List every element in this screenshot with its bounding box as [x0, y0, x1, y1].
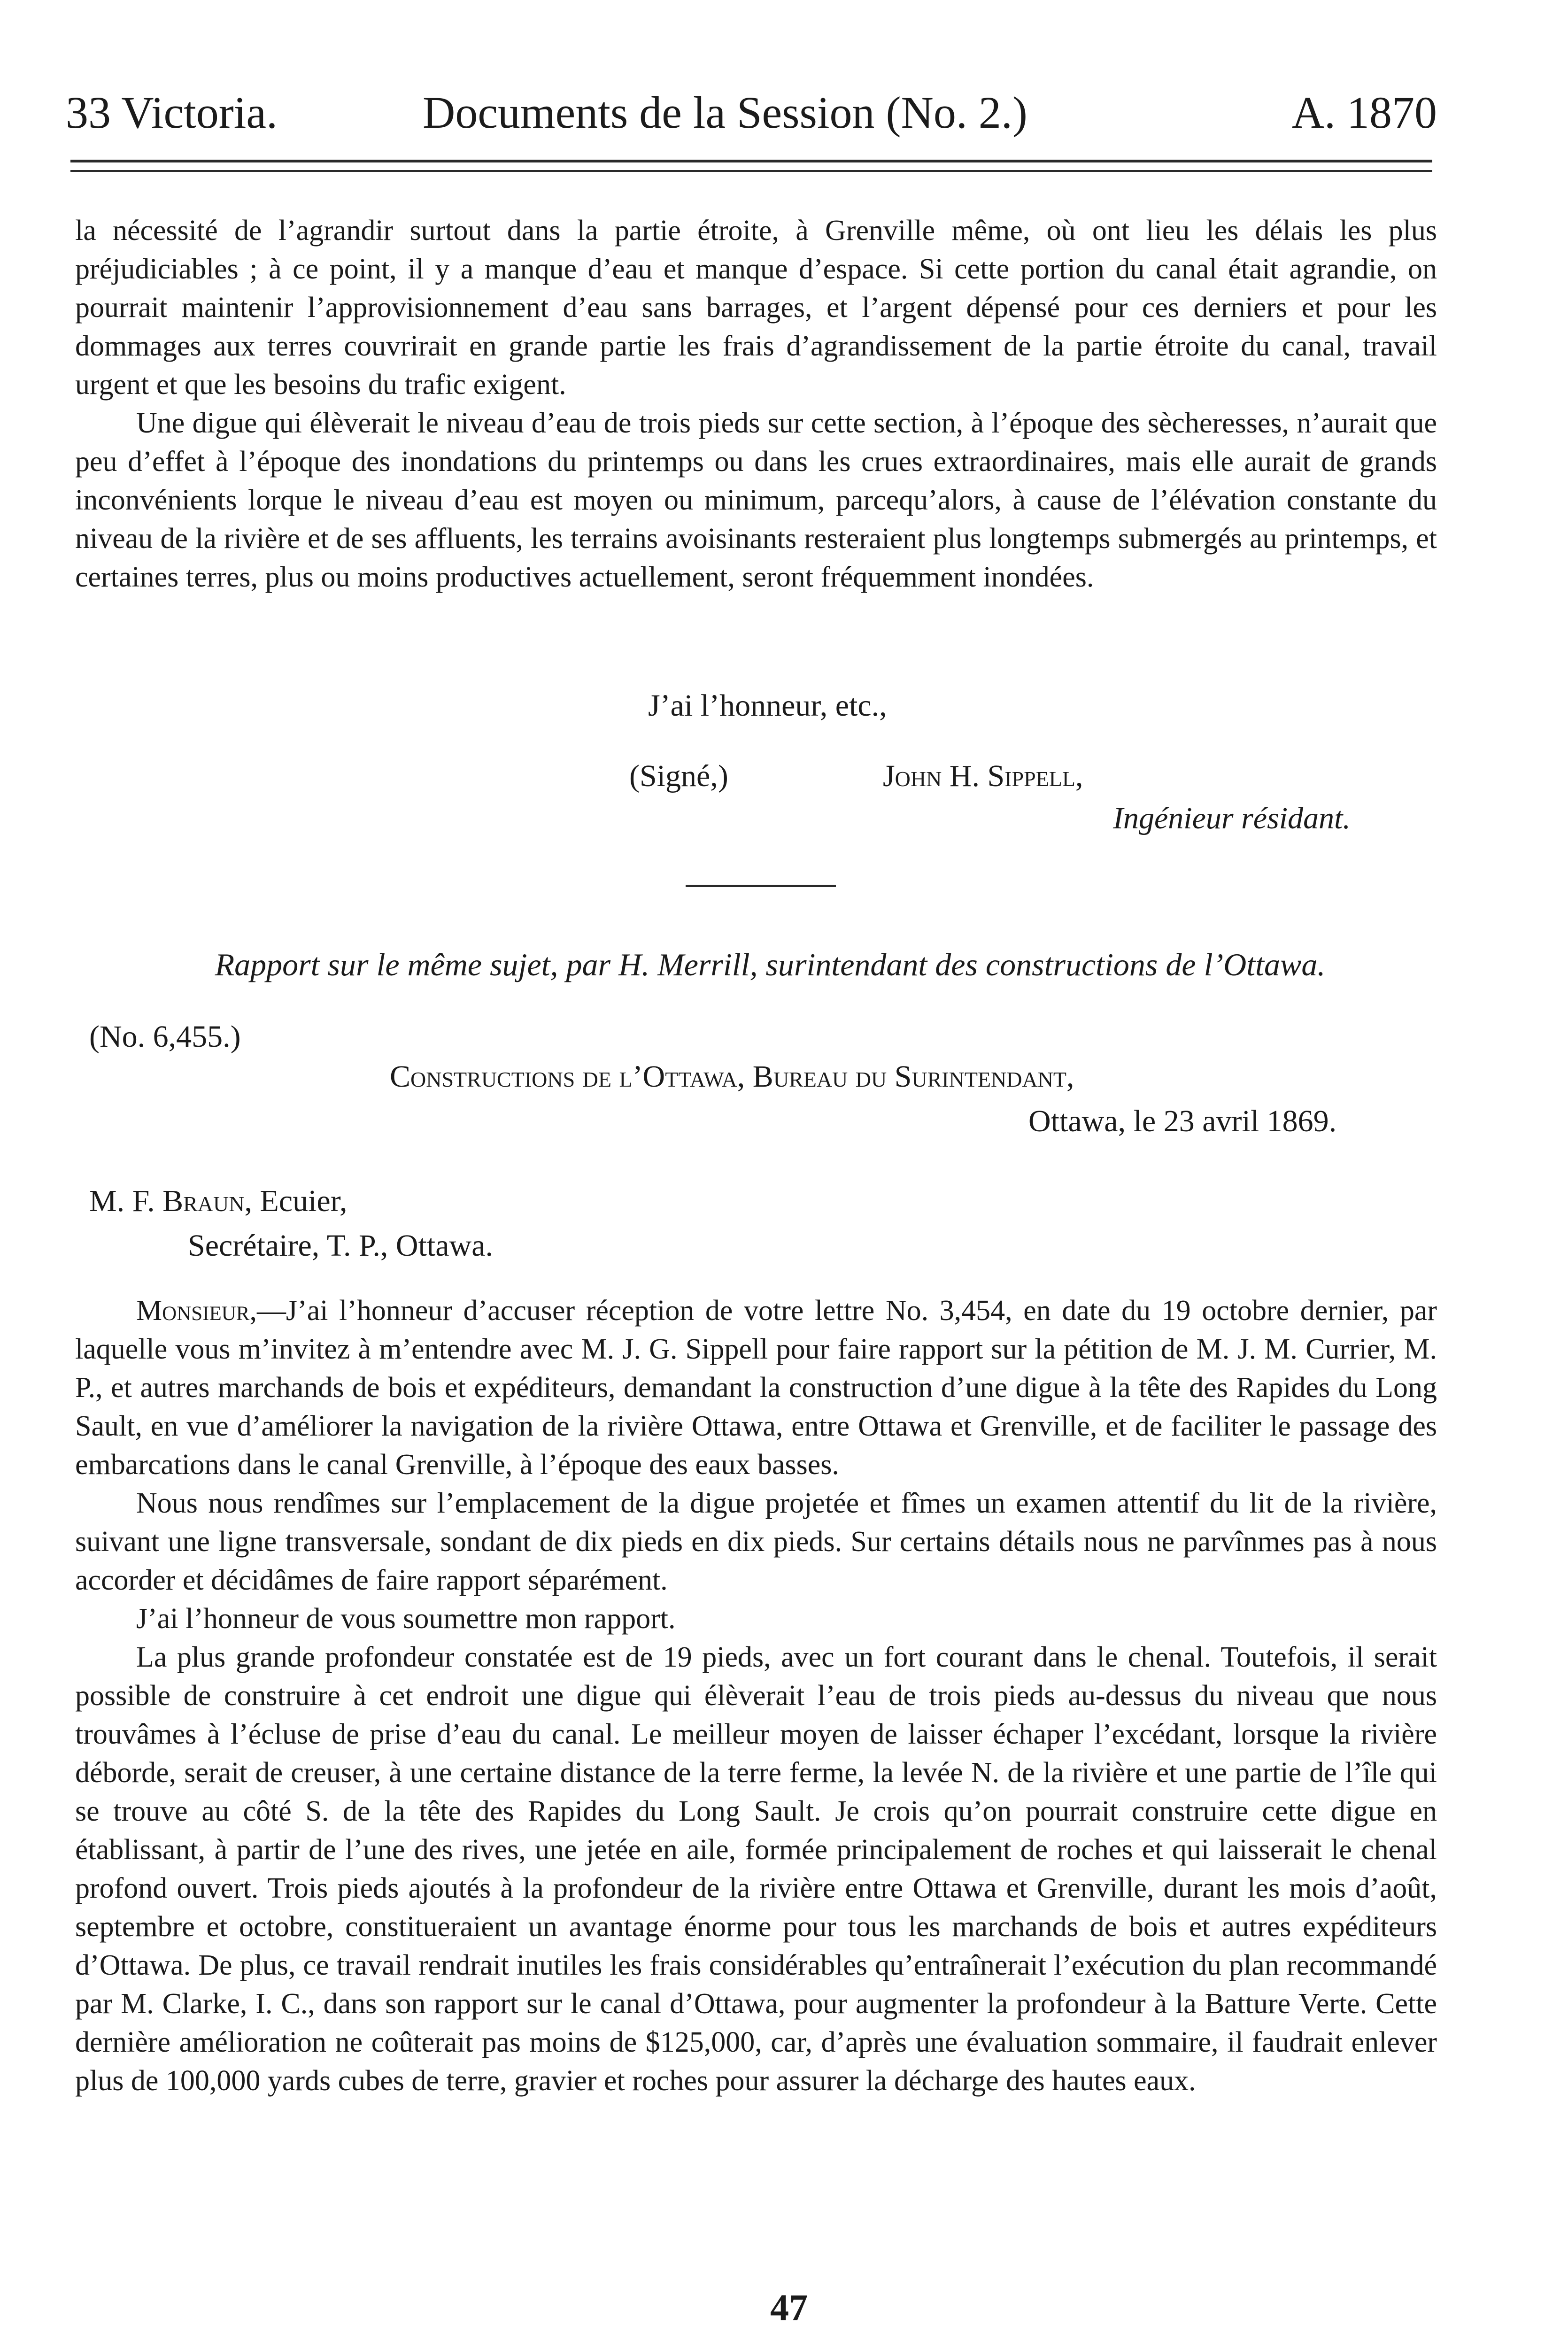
- header-rule-thin: [70, 170, 1432, 172]
- running-header: [66, 75, 1437, 150]
- closing-formula: J’ai l’honneur, etc.,: [648, 688, 887, 723]
- body-paragraph: J’ai l’honneur de vous soumettre mon rapport.: [136, 1603, 676, 1635]
- body-paragraph: [75, 1291, 1437, 1484]
- addressee-title: Secrétaire, T. P., Ottawa.: [188, 1228, 494, 1263]
- report-reference-number: (No. 6,455.): [89, 1020, 241, 1054]
- body-paragraph: Une digue qui élèverait le niveau d’eau de trois pieds sur cette section, à l’époque des sècheresses, n’aurait que peu d’effet à l’époque des inondations du printemps ou dans les crues extraordinaires, mais elle aurait de grands inconvénients lorque le niveau d’eau est moyen ou minimum, parcequ’alors, à cause de l’élévation constante du niveau de la rivière et de ses affluents, les terrains avoisinants resteraient plus longtemps submergés au printemps, et certaines terres, plus ou moins productives actuellement, seront fréquemment inondées.: [75, 407, 1437, 593]
- report-body: [75, 1291, 1437, 2100]
- section-divider: [686, 885, 836, 887]
- header-year: A. 1870: [1291, 87, 1437, 138]
- body-paragraph: La plus grande profondeur constatée est de 19 pieds, avec un fort courant dans le chenal. Toutefois, il serait possible de construire à cet endroit une digue qui élèverait l’eau de trois pieds au-dessus du niveau que nous trouvâmes à l’écluse de prise d’eau du canal. Le meilleur moyen de laisser échaper l’excédant, lorsque la rivière déborde, serait de creuser, à une certaine distance de la terre ferme, la levée N. de la rivière et une partie de l’île qui se trouve au côté S. de la tête des Rapides du Long Sault. Je crois qu’on pourrait construire cette digue en établissant, à partir de l’une des rives, une jetée en aile, formée principalement de roches et qui laisserait le chenal profond ouvert. Trois pieds ajoutés à la profondeur de la rivière entre Ottawa et Grenville, durant les mois d’août, septembre et octobre, constitueraient un avantage énorme pour tous les marchands de bois et autres expéditeurs d’Ottawa. De plus, ce travail rendrait inutiles les frais considérables qu’entraînerait l’exécution du plan recommandé par M. Clarke, I. C., dans son rapport sur le canal d’Ottawa, pour augmenter la profondeur à la Batture Verte. Cette dernière amélioration ne coûterait pas moins de $125,000, car, d’après une évaluation sommaire, il faudrait enlever plus de 100,000 yards cubes de terre, gravier et roches pour assurer la décharge des hautes eaux.: [75, 1641, 1437, 2097]
- signatory-title: Ingénieur résidant.: [1113, 801, 1351, 835]
- report-place-date: Ottawa, le 23 avril 1869.: [1028, 1104, 1337, 1138]
- body-paragraph: Nous nous rendîmes sur l’emplacement de la digue projetée et fîmes un examen attentif du lit de la rivière, suivant une ligne transversale, sondant de dix pieds en dix pieds. Sur certains détails nous ne parvînmes pas à nous accorder et décidâmes de faire rapport séparément.: [75, 1487, 1437, 1596]
- salutation: Monsieur,: [136, 1295, 257, 1327]
- body-text: —J’ai l’honneur d’accuser réception de votre lettre No. 3,454, en date du 19 octobre dernier, par laquelle vous m’invitez à m’entendre avec M. J. G. Sippell pour faire rapport sur la pétition de M. J. M. Currier, M. P., et autres marchands de bois et expéditeurs, demandant la construction d’une digue à la tête des Rapides du Long Sault, en vue d’améliorer la navigation de la rivière Ottawa, entre Ottawa et Grenville, et de faciliter le passage des embarcations dans le canal Grenville, à l’époque des eaux basses.: [75, 1295, 1437, 1481]
- report-office: Constructions de l’Ottawa, Bureau du Surintendant,: [390, 1059, 1074, 1094]
- letter-body-continued: [75, 211, 1437, 596]
- header-rule-thick: [70, 160, 1432, 162]
- addressee-name: M. F. Braun,: [89, 1184, 252, 1218]
- signed-mark: (Signé,): [629, 759, 728, 793]
- header-volume: 33 Victoria.: [66, 87, 278, 138]
- addressee: [89, 1183, 348, 1219]
- header-title: Documents de la Session (No. 2.): [423, 87, 1027, 138]
- signatory-name: John H. Sippell,: [883, 759, 1083, 793]
- addressee-honorific: Ecuier,: [252, 1184, 348, 1218]
- page-number: 47: [770, 2287, 808, 2329]
- body-paragraph: la nécessité de l’agrandir surtout dans la partie étroite, à Grenville même, où ont lieu les délais les plus préjudiciables ; à ce point, il y a manque d’eau et manque d’espace. Si cette portion du canal était agrandie, on pourrait maintenir l’approvisionnement d’eau sans barrages, et l’argent dépensé pour ces derniers et pour les dommages aux terres couvrirait en grande partie les frais d’agrandissement de la partie étroite du canal, travail urgent et que les besoins du trafic exigent.: [75, 215, 1437, 401]
- report-heading: Rapport sur le même sujet, par H. Merrill, surintendant des constructions de l’Ottawa.: [215, 947, 1326, 982]
